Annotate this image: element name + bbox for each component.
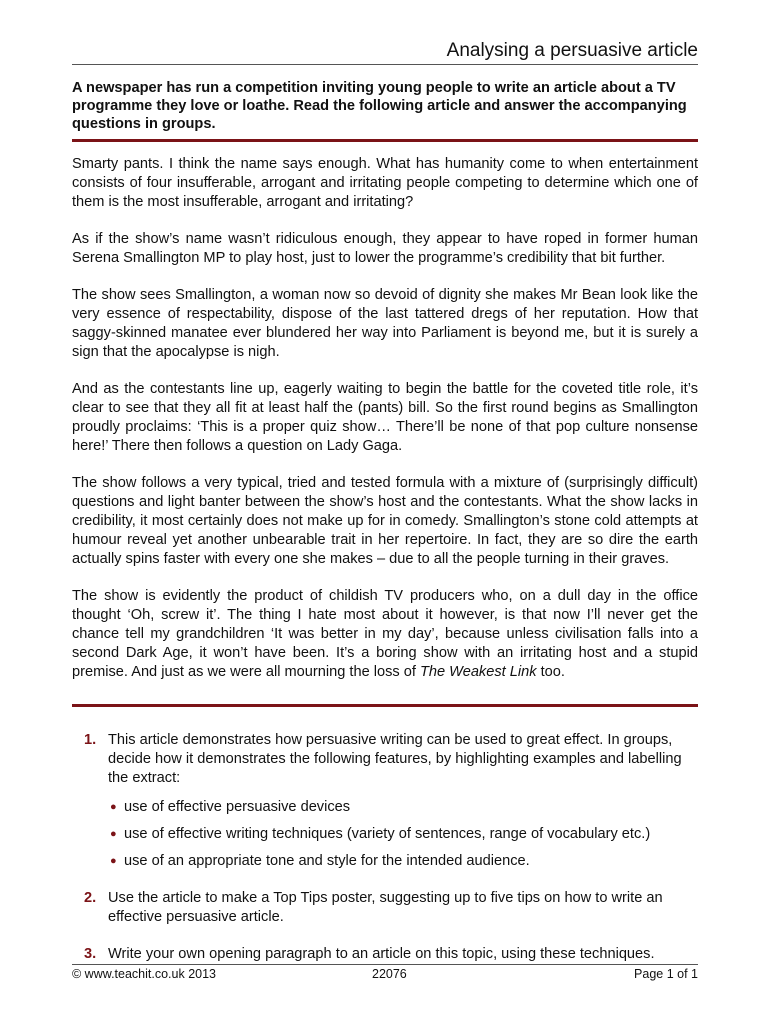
show-title-italic: The Weakest Link — [419, 664, 537, 680]
article-text: The show is evidently the product of childish TV producers who, on a dull day in the office thought ‘Oh, screw it’. The thing I hate most about it however, is that now I’ll never get the chance tell my grandchildren ‘It was better in my day’, because unless civilisation falls into a second Dark Age, it won’t have been. It’s a boring show with an irritating host and a stupid premise. And just as we were all mourning the loss of — [72, 588, 698, 680]
article-paragraph: Smarty pants. I think the name says enough. What has humanity come to when entertainment consists of four insufferable, arrogant and irritating people competing to determine which one of them is the most insufferable, arrogant and irritating? — [72, 156, 698, 210]
article-body — [72, 155, 698, 700]
questions-list — [84, 731, 698, 982]
question-2 — [84, 889, 698, 927]
intro-instructions: A newspaper has run a competition inviting young people to write an article about a TV programme they love or loathe. Read the following article and answer the accompanying questions in groups. — [72, 80, 687, 132]
question-number: 2. — [84, 890, 97, 906]
question-1 — [84, 731, 698, 871]
footer-copyright: © www.teachit.co.uk 2013 — [72, 967, 217, 981]
question-number: 3. — [84, 946, 97, 962]
bullet-icon: ● — [110, 855, 117, 867]
header-divider — [72, 64, 698, 65]
article-paragraph: As if the show’s name wasn’t ridiculous enough, they appear to have roped in former human Serena Smallington MP to play host, just to lower the programme’s credibility that bit further. — [72, 231, 698, 266]
article-paragraph: The show follows a very typical, tried and tested formula with a mixture of (surprisingly difficult) questions and light banter between the show’s host and the contestants. What the show lacks in credibility, it most certainly does not make up for in comedy. Smallington’s stone cold attempts at humour reveal yet another unbearable trait in her repertoire. In fact, they are so dire the earth actually spins faster with every one she makes – due to all the people turning in their graves. — [72, 475, 698, 567]
feature-bullet-list — [108, 798, 698, 871]
list-item: ● use of effective persuasive devices — [110, 799, 351, 815]
section-divider-bottom — [72, 704, 698, 707]
question-text: This article demonstrates how persuasive writing can be used to great effect. In groups, decide how it demonstrates the following features, by highlighting examples and labelling the extract: — [108, 732, 682, 786]
article-paragraph — [72, 587, 698, 682]
article-paragraph: And as the contestants line up, eagerly waiting to begin the battle for the coveted title role, it’s clear to see that they all fit at least half the (pants) bill. So the first round begins as Smallington proudly proclaims: ‘This is a proper quiz show… There’ll be none of that pop culture nonsense here!’ There then follows a question on Lady Gaga. — [72, 381, 698, 454]
section-divider-top — [72, 139, 698, 142]
question-number: 1. — [84, 732, 97, 748]
bullet-icon: ● — [110, 828, 117, 840]
article-text: too. — [536, 664, 565, 680]
page-title: Analysing a persuasive article — [446, 40, 698, 61]
article-paragraph: The show sees Smallington, a woman now so devoid of dignity she makes Mr Bean look like the very essence of respectability, dispose of the last tattered dregs of her reputation. How that saggy-skinned manatee ever blundered her way into Parliament is beyond me, but it is surely a sign that the apocalypse is nigh. — [72, 287, 698, 360]
footer-divider — [72, 964, 698, 965]
question-text: Use the article to make a Top Tips poster, suggesting up to five tips on how to write an effective persuasive article. — [108, 890, 663, 925]
list-item: ● use of effective writing techniques (variety of sentences, range of vocabulary etc.) — [110, 826, 651, 842]
page-footer — [72, 967, 698, 981]
bullet-icon: ● — [110, 801, 117, 813]
footer-resource-code: 22076 — [372, 967, 407, 981]
footer-page-number: Page 1 of 1 — [634, 967, 698, 981]
question-3 — [84, 945, 698, 964]
list-item: ● use of an appropriate tone and style for the intended audience. — [110, 853, 530, 869]
question-text: Write your own opening paragraph to an article on this topic, using these techniques. — [108, 946, 655, 962]
